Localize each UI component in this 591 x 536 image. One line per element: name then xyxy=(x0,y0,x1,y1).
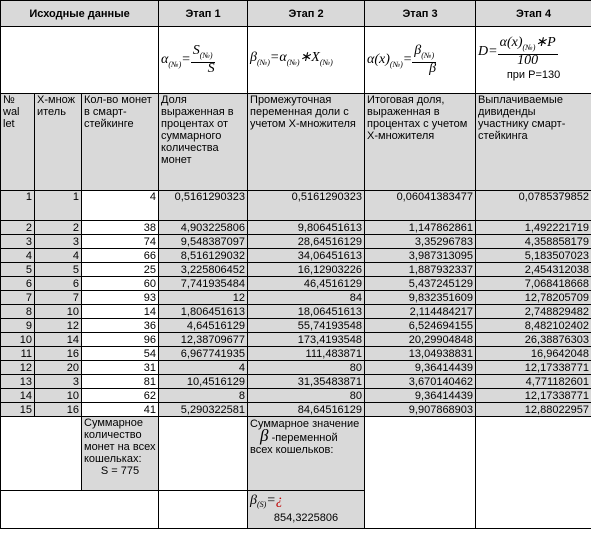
cell-dividends[interactable]: 1,492221719 xyxy=(476,221,591,235)
cell-num[interactable]: 1 xyxy=(1,191,35,221)
cell-interim[interactable]: 16,12903226 xyxy=(248,263,365,277)
summary-coins[interactable] xyxy=(82,417,159,491)
cell-dividends[interactable]: 7,068418668 xyxy=(476,277,591,291)
header-source: Исходные данные xyxy=(1,1,159,27)
summary-empty-mid xyxy=(159,417,248,491)
cell-dividends[interactable]: 0,0785379852 xyxy=(476,191,591,221)
header-stage2: Этап 2 xyxy=(248,1,365,27)
cell-dividends[interactable]: 12,17338771 xyxy=(476,389,591,403)
cell-x[interactable]: 6 xyxy=(35,277,82,291)
cell-share[interactable]: 7,741935484 xyxy=(159,277,248,291)
cell-interim[interactable]: 80 xyxy=(248,389,365,403)
cell-num[interactable]: 15 xyxy=(1,403,35,417)
cell-share[interactable]: 4,64516129 xyxy=(159,319,248,333)
col-header-x: X-множ итель xyxy=(35,94,82,191)
cell-coins[interactable]: 74 xyxy=(82,235,159,249)
beta-symbol: β xyxy=(260,426,269,445)
cell-coins[interactable]: 25 xyxy=(82,263,159,277)
cell-x[interactable]: 1 xyxy=(35,191,82,221)
cell-share[interactable]: 4 xyxy=(159,361,248,375)
cell-interim[interactable]: 55,74193548 xyxy=(248,319,365,333)
cell-share[interactable]: 6,967741935 xyxy=(159,347,248,361)
cell-num[interactable]: 8 xyxy=(1,305,35,319)
col-header-num: № wal let xyxy=(1,94,35,191)
cell-share[interactable]: 9,548387097 xyxy=(159,235,248,249)
summary-empty-left xyxy=(1,417,82,491)
cell-x[interactable]: 3 xyxy=(35,375,82,389)
cell-share[interactable]: 0,5161290323 xyxy=(159,191,248,221)
formula-stage3: $\alpha(x)_{(№)}=$ $\frac{\beta_{(№)}}{\beta}$ xyxy=(365,27,476,94)
cell-final[interactable]: 13,04938831 xyxy=(365,347,476,361)
cell-coins[interactable]: 4 xyxy=(82,191,159,221)
summary-empty-bottom-mid xyxy=(159,491,248,529)
cell-dividends[interactable]: 4,358858179 xyxy=(476,235,591,249)
cell-final[interactable]: 5,437245129 xyxy=(365,277,476,291)
cell-interim[interactable]: 31,35483871 xyxy=(248,375,365,389)
col-header-interim: Промежуточная переменная доли с учетом X-множителя xyxy=(248,94,365,191)
cell-num[interactable]: 11 xyxy=(1,347,35,361)
cell-share[interactable]: 3,225806452 xyxy=(159,263,248,277)
cell-dividends[interactable]: 5,183507023 xyxy=(476,249,591,263)
cell-interim[interactable]: 34,06451613 xyxy=(248,249,365,263)
cell-coins[interactable]: 81 xyxy=(82,375,159,389)
cell-share[interactable]: 4,903225806 xyxy=(159,221,248,235)
cell-final[interactable]: 9,36414439 xyxy=(365,361,476,375)
cell-share[interactable]: 1,806451613 xyxy=(159,305,248,319)
cell-num[interactable]: 2 xyxy=(1,221,35,235)
summary-coins-value: S = 775 xyxy=(100,465,140,477)
cell-coins[interactable]: 14 xyxy=(82,305,159,319)
cell-interim[interactable]: 46,4516129 xyxy=(248,277,365,291)
cell-x[interactable]: 2 xyxy=(35,221,82,235)
cell-share[interactable]: 10,4516129 xyxy=(159,375,248,389)
cell-x[interactable]: 12 xyxy=(35,319,82,333)
cell-final[interactable]: 9,907868903 xyxy=(365,403,476,417)
summary-beta-value[interactable]: $\beta_{(S)}=¿$ 854,3225806 xyxy=(248,491,365,529)
cell-final[interactable]: 1,887932337 xyxy=(365,263,476,277)
cell-share[interactable]: 8 xyxy=(159,389,248,403)
cell-final[interactable]: 3,670140462 xyxy=(365,375,476,389)
cell-share[interactable]: 12,38709677 xyxy=(159,333,248,347)
cell-dividends[interactable]: 4,771182601 xyxy=(476,375,591,389)
col-header-dividends: Выплачиваемые дивиденды участнику смарт-стейкинга xyxy=(476,94,591,191)
cell-x[interactable]: 4 xyxy=(35,249,82,263)
cell-x[interactable]: 3 xyxy=(35,235,82,249)
col-header-final: Итоговая доля, выраженная в процентах с учетом X-множителя xyxy=(365,94,476,191)
cell-interim[interactable]: 111,483871 xyxy=(248,347,365,361)
summary-empty-right1 xyxy=(365,417,476,529)
cell-final[interactable]: 9,832351609 xyxy=(365,291,476,305)
cell-final[interactable]: 0,06041383477 xyxy=(365,191,476,221)
cell-dividends[interactable]: 26,38876303 xyxy=(476,333,591,347)
cell-coins[interactable]: 38 xyxy=(82,221,159,235)
cell-x[interactable]: 7 xyxy=(35,291,82,305)
cell-dividends[interactable]: 8,482102402 xyxy=(476,319,591,333)
cell-num[interactable]: 10 xyxy=(1,333,35,347)
cell-share[interactable]: 12 xyxy=(159,291,248,305)
cell-coins[interactable]: 62 xyxy=(82,389,159,403)
formula-empty-cell xyxy=(1,27,159,94)
beta-value: 854,3225806 xyxy=(273,511,339,524)
cell-num[interactable]: 12 xyxy=(1,361,35,375)
cell-interim[interactable]: 80 xyxy=(248,361,365,375)
cell-x[interactable]: 10 xyxy=(35,305,82,319)
cell-final[interactable]: 20,29904848 xyxy=(365,333,476,347)
cell-interim[interactable]: 84,64516129 xyxy=(248,403,365,417)
cell-x[interactable]: 10 xyxy=(35,389,82,403)
header-stage4: Этап 4 xyxy=(476,1,591,27)
cell-coins[interactable]: 66 xyxy=(82,249,159,263)
cell-dividends[interactable]: 2,454312038 xyxy=(476,263,591,277)
cell-interim[interactable]: 28,64516129 xyxy=(248,235,365,249)
formula-stage1: $\alpha_{(№)}=$ $\frac{S_{(№)}}{S}$ xyxy=(159,27,248,94)
cell-num[interactable]: 13 xyxy=(1,375,35,389)
cell-num[interactable]: 14 xyxy=(1,389,35,403)
cell-coins[interactable]: 54 xyxy=(82,347,159,361)
formula-note: при P=130 xyxy=(506,68,561,81)
cell-x[interactable]: 14 xyxy=(35,333,82,347)
summary-empty-right2 xyxy=(476,417,591,529)
cell-dividends[interactable]: 16,9642048 xyxy=(476,347,591,361)
cell-num[interactable]: 5 xyxy=(1,263,35,277)
cell-dividends[interactable]: 12,17338771 xyxy=(476,361,591,375)
cell-final[interactable]: 1,147862861 xyxy=(365,221,476,235)
cell-x[interactable]: 5 xyxy=(35,263,82,277)
cell-dividends[interactable]: 2,748829482 xyxy=(476,305,591,319)
cell-interim[interactable]: 173,4193548 xyxy=(248,333,365,347)
cell-num[interactable]: 4 xyxy=(1,249,35,263)
cell-share[interactable]: 5,290322581 xyxy=(159,403,248,417)
cell-share[interactable]: 8,516129032 xyxy=(159,249,248,263)
cell-final[interactable]: 3,987313095 xyxy=(365,249,476,263)
cell-x[interactable]: 20 xyxy=(35,361,82,375)
cell-coins[interactable]: 31 xyxy=(82,361,159,375)
cell-interim[interactable]: 0,5161290323 xyxy=(248,191,365,221)
summary-empty-bottom xyxy=(1,491,159,529)
cell-coins[interactable]: 41 xyxy=(82,403,159,417)
summary-beta-label: Суммарное значение β -переменной всех кошельков: xyxy=(248,417,365,491)
cell-num[interactable]: 6 xyxy=(1,277,35,291)
cell-coins[interactable]: 93 xyxy=(82,291,159,305)
cell-final[interactable]: 3,35296783 xyxy=(365,235,476,249)
cell-interim[interactable]: 9,806451613 xyxy=(248,221,365,235)
cell-dividends[interactable]: 12,78205709 xyxy=(476,291,591,305)
cell-dividends[interactable]: 12,88022957 xyxy=(476,403,591,417)
cell-interim[interactable]: 84 xyxy=(248,291,365,305)
header-stage1: Этап 1 xyxy=(159,1,248,27)
cell-num[interactable]: 7 xyxy=(1,291,35,305)
col-header-coins: Кол-во монет в смарт-стейкинге xyxy=(82,94,159,191)
cell-coins[interactable]: 96 xyxy=(82,333,159,347)
col-header-share: Доля выраженная в процентах от суммарного количества монет xyxy=(159,94,248,191)
cell-coins[interactable]: 60 xyxy=(82,277,159,291)
header-stage3: Этап 3 xyxy=(365,1,476,27)
formula-stage4: D= $\frac{\alpha(x)_{(№)}∗P}{100}$ при P=130 xyxy=(476,27,591,94)
cell-num[interactable]: 9 xyxy=(1,319,35,333)
formula-stage2: $\beta_{(№)}=\alpha_{(№)}∗X_{(№)}$ xyxy=(248,27,365,94)
cell-interim[interactable]: 18,06451613 xyxy=(248,305,365,319)
cell-x[interactable]: 16 xyxy=(35,403,82,417)
cell-coins[interactable]: 36 xyxy=(82,319,159,333)
summary-coins-label: Суммарное количество монет на всех кошельках: xyxy=(84,417,156,465)
cell-final[interactable]: 9,36414439 xyxy=(365,389,476,403)
error-glyph: ¿ xyxy=(275,493,283,509)
cell-num[interactable]: 3 xyxy=(1,235,35,249)
cell-final[interactable]: 2,114484217 xyxy=(365,305,476,319)
cell-x[interactable]: 16 xyxy=(35,347,82,361)
cell-final[interactable]: 6,524694155 xyxy=(365,319,476,333)
